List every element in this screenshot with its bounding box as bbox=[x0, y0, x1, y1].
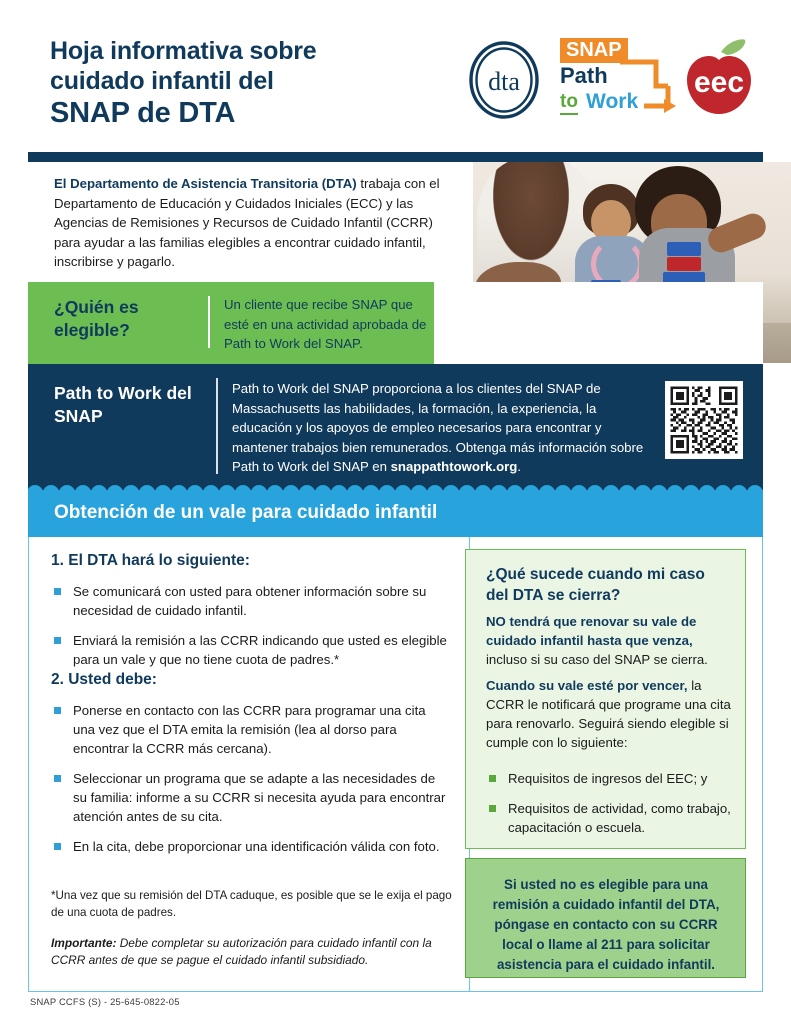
important-note bbox=[51, 935, 459, 969]
bullet-square-icon bbox=[54, 637, 61, 644]
section-banner-title: Obtención de un vale para cuidado infantil bbox=[54, 502, 438, 523]
path-to-work-band bbox=[28, 364, 763, 490]
case-closed-p1-rest: incluso si su caso del SNAP se cierra. bbox=[486, 652, 708, 667]
ptw-to-word: to bbox=[560, 91, 578, 115]
intro-section bbox=[28, 162, 763, 282]
requirements-bullet-list bbox=[486, 769, 734, 837]
ptw-work-word: Work bbox=[586, 90, 639, 113]
step2-heading: 2. Usted debe: bbox=[51, 671, 157, 688]
page-title-line1: Hoja informativa sobre bbox=[50, 37, 317, 65]
intro-body: trabaja con el Departamento de Educación y Cuidados Iniciales (ECC) y las Agencias de Remisiones y Recursos de Cuidado Infantil (CCRR) para ayudar a las familias elegibles a encontrar cuidado infantil, inscribirse y pagarlo. bbox=[54, 176, 440, 269]
not-eligible-callout-text: Si usted no es elegible para una remisión a cuidado infantil del DTA, póngase en contacto con su CCRR local o llame al 211 para solicitar asistencia para el cuidado infantil. bbox=[492, 877, 720, 972]
eec-logo-icon bbox=[683, 38, 755, 120]
list-item bbox=[486, 769, 734, 788]
intro-paragraph bbox=[54, 174, 454, 272]
footnote: *Una vez que su remisión del DTA caduque, es posible que se le exija el pago de una cuota de padres. bbox=[51, 889, 452, 919]
page-title-line3: SNAP de DTA bbox=[50, 97, 236, 129]
list-item bbox=[51, 582, 451, 620]
path-to-work-title: Path to Work del SNAP bbox=[54, 383, 192, 426]
bullet-text: Se comunicará con usted para obtener información sobre su necesidad de cuidado infantil. bbox=[73, 584, 427, 618]
ptw-path-word: Path bbox=[560, 63, 608, 88]
bullet-text: Seleccionar un programa que se adapte a las necesidades de su familia: informe a su CCRR si necesita ayuda para encontrar atención antes de su cita. bbox=[73, 771, 446, 824]
page-title bbox=[50, 36, 450, 130]
bullet-square-icon bbox=[54, 588, 61, 595]
step1-heading: 1. El DTA hará lo siguiente: bbox=[51, 552, 250, 569]
dta-logo-icon bbox=[460, 40, 548, 120]
bullet-text: Requisitos de ingresos del EEC; y bbox=[508, 771, 708, 786]
important-text: Debe completar su autorización para cuidado infantil con la CCRR antes de que se pague el cuidado infantil subsidiado. bbox=[51, 936, 432, 967]
footer-code: SNAP CCFS (S) - 25-645-0822-05 bbox=[30, 996, 180, 1007]
case-closed-p2-bold: Cuando su vale esté por vencer, bbox=[486, 678, 688, 693]
qr-code-icon bbox=[665, 381, 743, 459]
list-item bbox=[486, 799, 734, 837]
eligibility-divider bbox=[208, 296, 210, 348]
header-navy-rule bbox=[28, 152, 763, 162]
ptw-snap-word: SNAP bbox=[560, 38, 628, 63]
bullet-square-icon bbox=[54, 843, 61, 850]
left-column bbox=[29, 537, 469, 991]
list-item bbox=[51, 631, 451, 669]
logo-group bbox=[455, 32, 755, 132]
list-item bbox=[51, 837, 451, 856]
eligibility-body: Un cliente que recibe SNAP que esté en una actividad aprobada de Path to Work del SNAP. bbox=[224, 297, 427, 351]
case-closed-paragraph-1 bbox=[486, 612, 734, 669]
step2-bullet-list bbox=[51, 701, 451, 856]
svg-text:dta: dta bbox=[488, 67, 520, 96]
intro-lead: El Departamento de Asistencia Transitoria (DTA) bbox=[54, 176, 357, 191]
qr-code[interactable] bbox=[665, 381, 743, 459]
svg-text:eec: eec bbox=[693, 66, 745, 99]
requirements-list-wrap bbox=[486, 758, 734, 837]
intro-photo-spacer bbox=[434, 282, 763, 364]
path-to-work-body bbox=[232, 379, 652, 477]
step1-bullet-list bbox=[51, 582, 451, 669]
bullet-text: Enviará la remisión a las CCRR indicando que usted es elegible para un vale y que no tiene cuota de padres.* bbox=[73, 633, 447, 667]
case-closed-paragraph-2 bbox=[486, 676, 734, 752]
ptw-body-text1: Path to Work del SNAP proporciona a los clientes del SNAP de Massachusetts las habilidades, la formación, la experiencia, la educación y los apoyos de empleo necesarios para encontrar y mantener trabajos bien remunerados. Obtenga más información sobre Path to Work del SNAP en bbox=[232, 381, 644, 474]
bullet-text: Ponerse en contacto con las CCRR para programar una cita una vez que el DTA emita la remisión (lea al dorso para encontrar la CCRR más cercana). bbox=[73, 703, 426, 756]
bullet-square-icon bbox=[489, 775, 496, 782]
page-header bbox=[0, 0, 791, 152]
ptw-website-link[interactable]: snappathtowork.org bbox=[390, 459, 518, 474]
important-label: Importante: bbox=[51, 936, 117, 950]
section-banner bbox=[28, 490, 763, 537]
list-item bbox=[51, 769, 451, 826]
eligibility-title: ¿Quién es elegible? bbox=[54, 297, 139, 340]
list-item bbox=[51, 701, 451, 758]
case-closed-p2-rest: la CCRR le notificará que programe una cita para renovarlo. Seguirá siendo elegible si cumple con lo siguiente: bbox=[486, 678, 731, 750]
not-eligible-callout-box bbox=[465, 858, 746, 978]
path-to-work-divider bbox=[216, 378, 218, 474]
snap-path-to-work-logo bbox=[560, 36, 680, 126]
case-closed-p1-bold: NO tendrá que renovar su vale de cuidado infantil hasta que venza, bbox=[486, 614, 697, 648]
bullet-square-icon bbox=[489, 805, 496, 812]
bullet-text: Requisitos de actividad, como trabajo, capacitación o escuela. bbox=[508, 801, 731, 835]
eligibility-band bbox=[28, 282, 434, 364]
case-closed-heading: ¿Qué sucede cuando mi caso del DTA se cierra? bbox=[486, 566, 705, 604]
ptw-body-text2: . bbox=[517, 459, 521, 474]
bullet-square-icon bbox=[54, 707, 61, 714]
case-closed-box bbox=[465, 549, 746, 849]
page-title-line2: cuidado infantil del bbox=[50, 67, 274, 95]
bullet-text: En la cita, debe proporcionar una identificación válida con foto. bbox=[73, 839, 440, 854]
bullet-square-icon bbox=[54, 775, 61, 782]
